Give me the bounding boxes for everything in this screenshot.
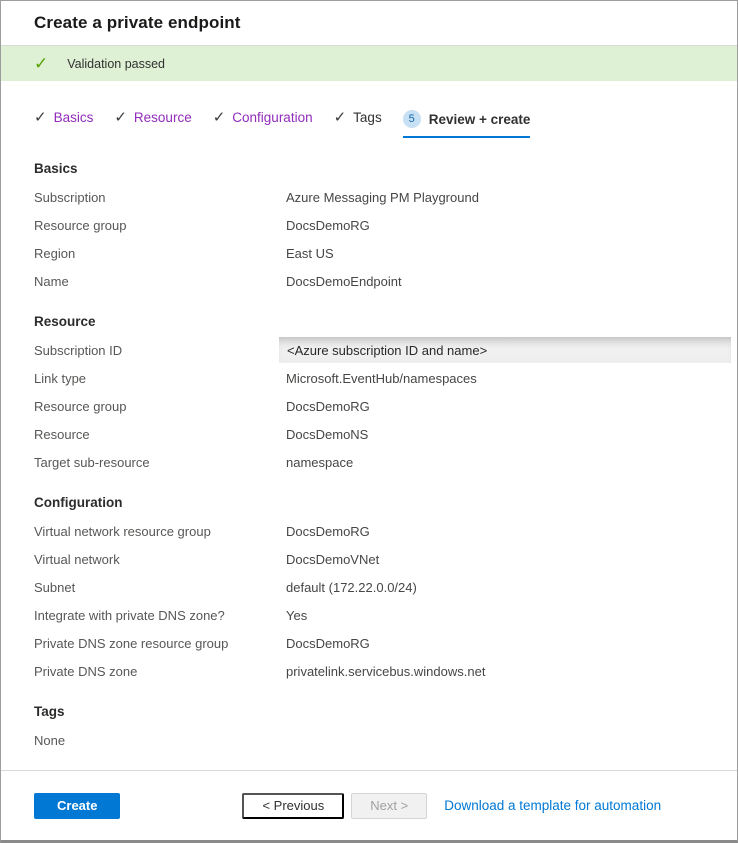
checkmark-icon: ✓ <box>333 109 347 126</box>
section-title-configuration: Configuration <box>34 495 123 510</box>
field-value: namespace <box>286 454 354 470</box>
validation-message: Validation passed <box>67 56 166 71</box>
field-value: Microsoft.EventHub/namespaces <box>286 370 477 386</box>
review-row-integrate-with-private-dns-zone <box>34 601 731 629</box>
review-row-subscription <box>34 183 731 211</box>
review-row-link-type <box>34 364 731 392</box>
review-row-name <box>34 267 731 295</box>
tab-review-create[interactable] <box>403 110 531 138</box>
field-value: DocsDemoRG <box>286 635 370 651</box>
field-value: Azure Messaging PM Playground <box>286 189 479 205</box>
field-label: Virtual network resource group <box>34 523 211 539</box>
green-checkmark-icon: ✓ <box>34 54 49 73</box>
field-value: DocsDemoRG <box>286 217 370 233</box>
field-label: Resource group <box>34 217 127 233</box>
step-number-badge: 5 <box>403 110 421 128</box>
review-sections <box>1 138 737 754</box>
field-value: DocsDemoVNet <box>286 551 380 567</box>
field-label: Subscription <box>34 189 106 205</box>
field-label: Integrate with private DNS zone? <box>34 607 225 623</box>
tab-tags[interactable] <box>334 110 382 135</box>
section-title-resource: Resource <box>34 314 96 329</box>
field-label: Resource group <box>34 398 127 414</box>
tab-configuration[interactable] <box>213 110 313 135</box>
tab-label: Tags <box>353 110 382 125</box>
title-bar <box>1 1 737 46</box>
field-label: Subnet <box>34 579 76 595</box>
section-title-basics: Basics <box>34 161 78 176</box>
tab-label: Configuration <box>232 110 313 125</box>
field-value: DocsDemoRG <box>286 398 370 414</box>
field-value: DocsDemoRG <box>286 523 370 539</box>
field-value-redacted: <Azure subscription ID and name> <box>279 337 731 363</box>
review-row-resource <box>34 420 731 448</box>
field-label: Target sub-resource <box>34 454 150 470</box>
review-row-subnet <box>34 573 731 601</box>
tab-label: Basics <box>53 110 94 125</box>
field-label: Resource <box>34 426 90 442</box>
field-label: None <box>34 732 66 748</box>
next-button: Next > <box>351 793 427 819</box>
tab-label: Review + create <box>428 111 531 127</box>
field-label: Private DNS zone <box>34 663 138 679</box>
field-value: East US <box>286 245 334 261</box>
field-label: Link type <box>34 370 87 386</box>
checkmark-icon: ✓ <box>212 109 226 126</box>
field-label: Name <box>34 273 69 289</box>
create-button[interactable]: Create <box>34 793 120 819</box>
review-row-private-dns-zone <box>34 657 731 685</box>
review-row-virtual-network <box>34 545 731 573</box>
tab-label: Resource <box>133 110 192 125</box>
field-value: privatelink.servicebus.windows.net <box>286 663 486 679</box>
field-label: Virtual network <box>34 551 120 567</box>
review-row-private-dns-zone-resource-group <box>34 629 731 657</box>
review-row-region <box>34 239 731 267</box>
download-template-link[interactable]: Download a template for automation <box>444 798 662 813</box>
review-row-resource-group <box>34 392 731 420</box>
review-row-none <box>34 726 731 754</box>
field-value: Yes <box>286 607 308 623</box>
review-row-target-sub-resource <box>34 448 731 476</box>
field-value: default (172.22.0.0/24) <box>286 579 417 595</box>
tab-bar <box>34 110 737 138</box>
validation-banner <box>1 46 737 81</box>
footer-bar <box>1 770 737 840</box>
field-value: DocsDemoEndpoint <box>286 273 402 289</box>
previous-button[interactable]: < Previous <box>242 793 344 819</box>
checkmark-icon: ✓ <box>114 109 127 126</box>
review-row-virtual-network-resource-group <box>34 517 731 545</box>
page-title: Create a private endpoint <box>34 13 241 32</box>
checkmark-icon: ✓ <box>34 109 47 126</box>
field-value: DocsDemoNS <box>286 426 369 442</box>
field-label: Region <box>34 245 76 261</box>
review-row-resource-group <box>34 211 731 239</box>
field-label: Private DNS zone resource group <box>34 635 229 651</box>
section-title-tags: Tags <box>34 704 65 719</box>
field-label: Subscription ID <box>34 342 123 358</box>
tab-resource[interactable] <box>114 110 191 135</box>
review-row-subscription-id <box>34 336 731 364</box>
tab-basics[interactable] <box>34 110 93 135</box>
